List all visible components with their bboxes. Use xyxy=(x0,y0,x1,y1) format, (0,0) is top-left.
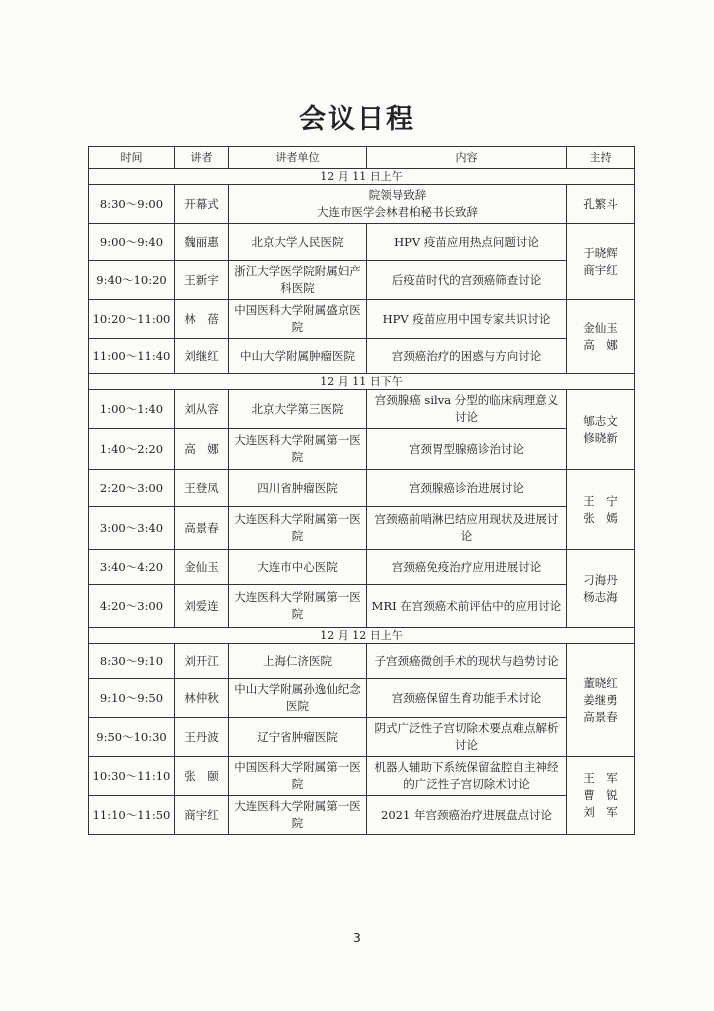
header-row xyxy=(89,147,635,169)
content-cell: HPV 疫苗应用中国专家共识讨论 xyxy=(367,300,567,339)
unit-cell: 四川省肿瘤医院 xyxy=(229,470,367,507)
time-cell: 3:40～4:20 xyxy=(89,550,175,585)
unit-cell: 北京大学人民医院 xyxy=(229,224,367,261)
content-cell: 阴式广泛性子宫切除术要点难点解析讨论 xyxy=(367,718,567,757)
speaker-cell: 商宇红 xyxy=(175,796,229,835)
schedule-table xyxy=(88,146,635,835)
table-row xyxy=(89,644,635,679)
chair-cell: 王 宁 张 嫣 xyxy=(567,470,635,550)
page-number: 3 xyxy=(353,931,361,945)
table-row xyxy=(89,470,635,507)
content-cell: 宫颈癌免疫治疗应用进展讨论 xyxy=(367,550,567,585)
chair-cell: 董晓红 姜继勇 高景春 xyxy=(567,644,635,757)
time-cell: 2:20～3:00 xyxy=(89,470,175,507)
content-cell: 机器人辅助下系统保留盆腔自主神经的广泛性子宫切除术讨论 xyxy=(367,757,567,796)
time-cell: 1:40～2:20 xyxy=(89,429,175,470)
table-row xyxy=(89,679,635,718)
table-row xyxy=(89,585,635,628)
unit-cell: 大连市中心医院 xyxy=(229,550,367,585)
header-chair: 主持 xyxy=(567,147,635,169)
time-cell: 1:00～1:40 xyxy=(89,390,175,429)
unit-cell: 中山大学附属孙逸仙纪念医院 xyxy=(229,679,367,718)
unit-cell: 大连医科大学附属第一医院 xyxy=(229,796,367,835)
table-row xyxy=(89,339,635,374)
chair-cell: 郇志文 修晓新 xyxy=(567,390,635,470)
section-label: 12 月 11 日下午 xyxy=(89,374,635,390)
speaker-cell: 刘爱连 xyxy=(175,585,229,628)
content-cell: MRI 在宫颈癌术前评估中的应用讨论 xyxy=(367,585,567,628)
content-cell: 2021 年宫颈癌治疗进展盘点讨论 xyxy=(367,796,567,835)
unit-cell: 中山大学附属肿瘤医院 xyxy=(229,339,367,374)
speaker-cell: 刘继红 xyxy=(175,339,229,374)
section-row xyxy=(89,374,635,390)
chair-cell: 于晓辉 商宇红 xyxy=(567,224,635,300)
content-cell: 宫颈癌保留生育功能手术讨论 xyxy=(367,679,567,718)
content-cell: 后疫苗时代的宫颈癌筛查讨论 xyxy=(367,261,567,300)
chair-cell: 王 军 曹 锐 刘 军 xyxy=(567,757,635,835)
speaker-cell: 开幕式 xyxy=(175,185,229,224)
speaker-cell: 林 蓓 xyxy=(175,300,229,339)
chair-cell: 金仙玉 高 娜 xyxy=(567,300,635,374)
unit-cell: 中国医科大学附属盛京医院 xyxy=(229,300,367,339)
speaker-cell: 王丹波 xyxy=(175,718,229,757)
time-cell: 11:00～11:40 xyxy=(89,339,175,374)
unit-cell: 大连医科大学附属第一医院 xyxy=(229,585,367,628)
time-cell: 11:10～11:50 xyxy=(89,796,175,835)
header-time: 时间 xyxy=(89,147,175,169)
content-cell: 宫颈癌前哨淋巴结应用现状及进展讨论 xyxy=(367,507,567,550)
time-cell: 9:00～9:40 xyxy=(89,224,175,261)
speaker-cell: 高 娜 xyxy=(175,429,229,470)
time-cell: 3:00～3:40 xyxy=(89,507,175,550)
content-cell: 宫颈癌治疗的困惑与方向讨论 xyxy=(367,339,567,374)
speaker-cell: 王登凤 xyxy=(175,470,229,507)
table-row xyxy=(89,261,635,300)
unit-cell: 辽宁省肿瘤医院 xyxy=(229,718,367,757)
time-cell: 9:50～10:30 xyxy=(89,718,175,757)
unit-cell: 浙江大学医学院附属妇产科医院 xyxy=(229,261,367,300)
time-cell: 4:20～3:00 xyxy=(89,585,175,628)
chair-cell: 孔繁斗 xyxy=(567,185,635,224)
content-cell: 院领导致辞 大连市医学会林君桕秘书长致辞 xyxy=(229,185,567,224)
speaker-cell: 金仙玉 xyxy=(175,550,229,585)
speaker-cell: 魏丽惠 xyxy=(175,224,229,261)
table-row xyxy=(89,429,635,470)
table-row xyxy=(89,185,635,224)
table-row xyxy=(89,300,635,339)
time-cell: 8:30～9:10 xyxy=(89,644,175,679)
unit-cell: 中国医科大学附属第一医院 xyxy=(229,757,367,796)
unit-cell: 上海仁济医院 xyxy=(229,644,367,679)
content-cell: 宫颈胃型腺癌诊治讨论 xyxy=(367,429,567,470)
table-row xyxy=(89,390,635,429)
time-cell: 9:40～10:20 xyxy=(89,261,175,300)
table-row xyxy=(89,718,635,757)
speaker-cell: 林仲秋 xyxy=(175,679,229,718)
speaker-cell: 张 颐 xyxy=(175,757,229,796)
table-row xyxy=(89,757,635,796)
unit-cell: 北京大学第三医院 xyxy=(229,390,367,429)
section-row xyxy=(89,169,635,185)
content-cell: 宫颈腺癌 silva 分型的临床病理意义讨论 xyxy=(367,390,567,429)
time-cell: 10:30～11:10 xyxy=(89,757,175,796)
chair-cell: 刁海丹 杨志海 xyxy=(567,550,635,628)
unit-cell: 大连医科大学附属第一医院 xyxy=(229,507,367,550)
section-row xyxy=(89,628,635,644)
content-cell: 宫颈腺癌诊治进展讨论 xyxy=(367,470,567,507)
section-label: 12 月 12 日上午 xyxy=(89,628,635,644)
table-row xyxy=(89,224,635,261)
speaker-cell: 刘开江 xyxy=(175,644,229,679)
header-content: 内容 xyxy=(367,147,567,169)
content-cell: HPV 疫苗应用热点问题讨论 xyxy=(367,224,567,261)
header-speaker: 讲者 xyxy=(175,147,229,169)
schedule-body xyxy=(89,169,635,835)
time-cell: 10:20～11:00 xyxy=(89,300,175,339)
table-row xyxy=(89,796,635,835)
speaker-cell: 刘从容 xyxy=(175,390,229,429)
time-cell: 8:30～9:00 xyxy=(89,185,175,224)
speaker-cell: 高景春 xyxy=(175,507,229,550)
time-cell: 9:10～9:50 xyxy=(89,679,175,718)
page-title: 会议日程 xyxy=(299,104,415,135)
table-row xyxy=(89,550,635,585)
section-label: 12 月 11 日上午 xyxy=(89,169,635,185)
speaker-cell: 王新宇 xyxy=(175,261,229,300)
content-cell: 子宫颈癌微创手术的现状与趋势讨论 xyxy=(367,644,567,679)
table-row xyxy=(89,507,635,550)
unit-cell: 大连医科大学附属第一医院 xyxy=(229,429,367,470)
header-unit: 讲者单位 xyxy=(229,147,367,169)
